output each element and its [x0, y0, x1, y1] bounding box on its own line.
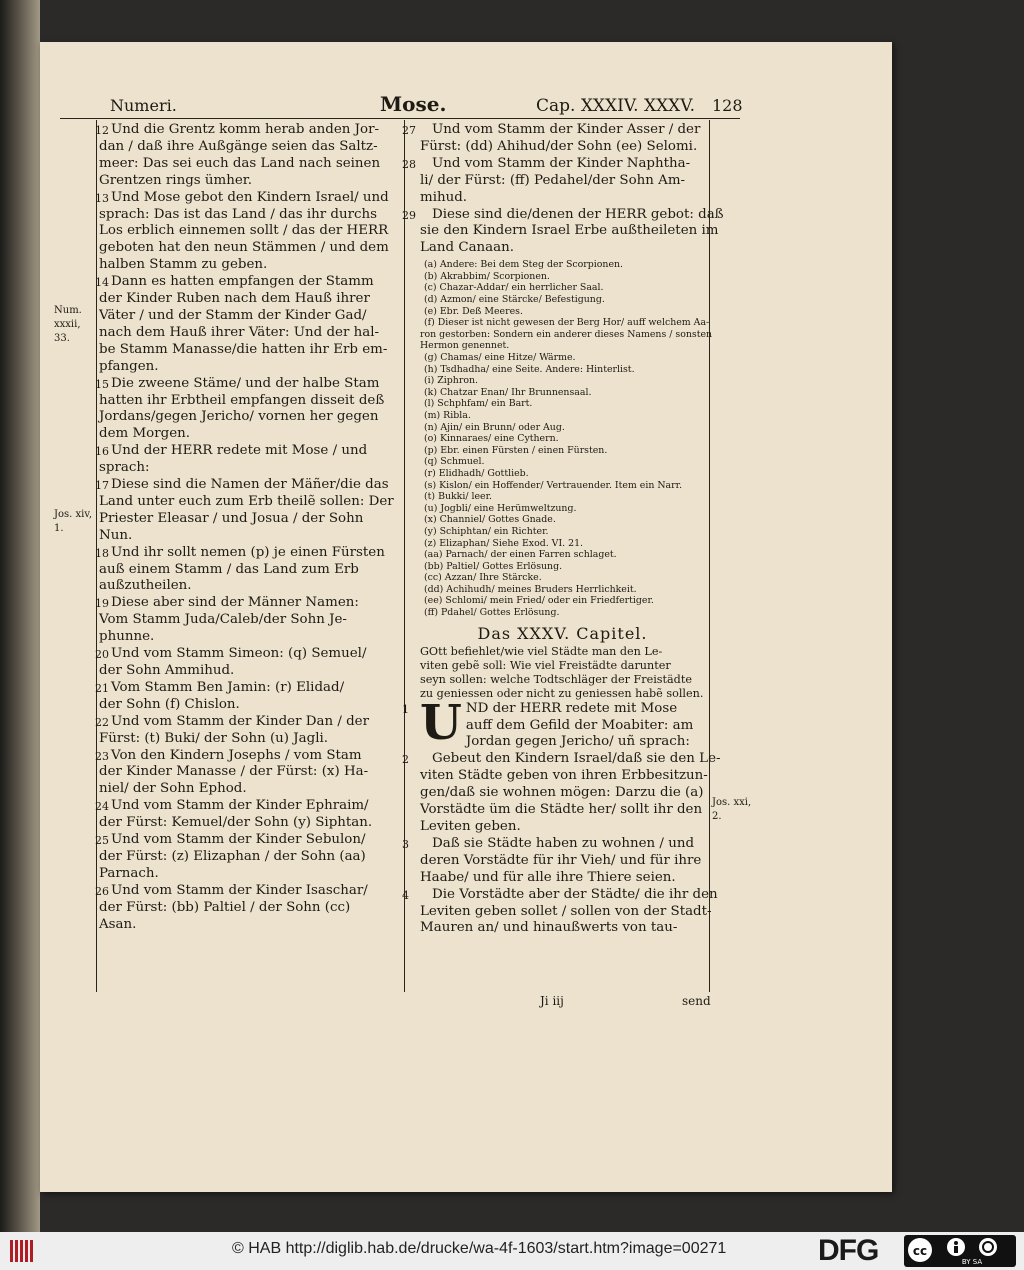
summary-line: GOtt befiehlet/wie viel Städte man den Le-: [420, 644, 663, 658]
verse-line: Und die Grentz komm herab anden Jor-: [111, 122, 380, 137]
verse-line: der Kinder Ruben nach dem Hauß ihrer: [99, 291, 370, 307]
verse: [95, 122, 399, 190]
verse-number: 23: [95, 749, 109, 763]
verse-number: 20: [95, 648, 109, 662]
drop-cap: U: [420, 694, 462, 751]
license-text: BY SA: [961, 1258, 983, 1266]
catchword-right: send: [682, 994, 711, 1008]
catchword-left: Ji iij: [540, 994, 564, 1008]
verse-line: Und vom Stamm der Kinder Asser / der: [432, 122, 701, 137]
verse-line: Gebeut den Kindern Israel/daß sie den Le-: [432, 751, 721, 767]
header-book: Numeri.: [110, 96, 177, 115]
verse: [402, 206, 724, 258]
verse-line: Leviten geben.: [420, 819, 521, 834]
footnote: (a) Andere: Bei dem Steg der Scorpionen.: [424, 259, 624, 271]
verse-line: nach dem Hauß ihrer Väter: Und der hal-: [99, 324, 380, 340]
footnote: (s) Kislon/ ein Hoffender/ Vertrauender. Item ein Narr.: [424, 479, 683, 491]
verse-line: mihud.: [420, 189, 468, 205]
verse-line: Und vom Stamm der Kinder Isaschar/: [111, 882, 368, 898]
footnote: (ee) Schlomi/ mein Fried/ oder ein Friedfertiger.: [424, 595, 654, 607]
verse-line: sprach:: [99, 460, 150, 476]
verse-number: 12: [95, 124, 109, 137]
verse-line: viten Städte geben von ihren Erbbesitzun-: [420, 768, 708, 784]
verse-number: 19: [95, 597, 109, 611]
verse-line: gen/daß sie wohnen mögen: Darzu die (a): [420, 785, 704, 801]
header-folio: 128: [712, 96, 743, 115]
verse-line: Vom Stamm Ben Jamin: (r) Elidad/: [111, 679, 345, 695]
verse: [402, 751, 721, 836]
verse-line: Land unter euch zum Erb theilẽ sollen: Der: [99, 493, 394, 509]
verse: [95, 882, 399, 934]
margin-line: Jos. xiv,: [54, 509, 92, 520]
footnote: (g) Chamas/ eine Hitze/ Wärme.: [424, 352, 576, 363]
margin-line: 2.: [712, 811, 722, 822]
footnote: (aa) Parnach/ der einen Farren schlaget.: [424, 549, 617, 561]
verse-number: 4: [402, 888, 409, 902]
margin-note-num: [54, 304, 82, 346]
footnote: (k) Chatzar Enan/ Ihr Brunnensaal.: [424, 386, 592, 398]
footnote: (u) Jogbli/ eine Herümweltzung.: [424, 502, 577, 514]
footnote: (i) Ziphron.: [424, 375, 478, 387]
right-column: [402, 122, 724, 937]
right-verses: [402, 122, 724, 257]
verse-line: Diese sind die/denen der HERR gebot: daß: [432, 206, 724, 222]
verse-line: phunne.: [99, 629, 155, 645]
verse: [402, 122, 705, 156]
cc-license-icon[interactable]: [904, 1235, 1016, 1267]
verse-line: Die zweene Stäme/ und der halbe Stam: [111, 375, 380, 391]
verse-line: Vorstädte üm die Städte her/ sollt ihr den: [420, 802, 703, 818]
verse-line: Asan.: [99, 916, 137, 932]
verse: [95, 375, 399, 444]
verse-line: Und der HERR redete mit Mose / und: [111, 443, 368, 459]
margin-note-jos21: [712, 796, 751, 824]
verse-number: 22: [95, 715, 109, 729]
verse-line: der Kinder Manasse / der Fürst: (x) Ha-: [99, 764, 369, 780]
footnote: (cc) Azzan/ Ihre Stärcke.: [424, 572, 542, 584]
viewer-footer: [0, 1232, 1024, 1270]
verse-line: Und vom Stamm der Kinder Ephraim/: [111, 798, 369, 814]
verse-number: 26: [95, 884, 109, 898]
verse-line: Diese aber sind der Männer Namen:: [111, 595, 359, 611]
verse-line: be Stamm Manasse/die hatten ihr Erb em-: [99, 341, 388, 357]
verse: [95, 646, 399, 680]
verse-line: niel/ der Sohn Ephod.: [99, 781, 247, 797]
verse-line: Die Vorstädte aber der Städte/ die ihr den: [432, 886, 718, 902]
summary-line: zu geniessen oder nicht zu geniessen habẽ sollen.: [420, 686, 704, 700]
verse-line: Väter / und der Stamm der Kinder Gad/: [99, 307, 367, 323]
verse: [95, 544, 399, 596]
verse-line: Leviten geben sollet / sollen von der Stadt-: [420, 903, 712, 919]
verse-line: Parnach.: [99, 865, 159, 881]
footnote: (h) Tsdhadha/ eine Seite. Andere: Hinterlist.: [424, 363, 635, 375]
verse-line: der Sohn Ammihud.: [99, 663, 235, 678]
verse-line: der Fürst: (z) Elizaphan / der Sohn (aa): [99, 848, 366, 864]
column-rule: [404, 120, 405, 992]
footnote: (b) Akrabbim/ Scorpionen.: [424, 270, 550, 282]
footnote: (t) Bukki/ leer.: [424, 491, 493, 503]
verse-line: Fürst: (t) Buki/ der Sohn (u) Jagli.: [99, 730, 329, 746]
footnote: (z) Elizaphan/ Siehe Exod. VI. 21.: [424, 537, 584, 549]
verse-number: 13: [95, 191, 109, 205]
summary-line: seyn sollen: welche Todtschläger der Freistädte: [420, 672, 692, 686]
verse-line: der Fürst: (bb) Paltiel / der Sohn (cc): [99, 899, 351, 915]
verse-number: 3: [402, 837, 409, 851]
book-gutter: [0, 0, 40, 1232]
verse-line: sie den Kindern Israel Erbe außtheileten im: [420, 223, 719, 239]
verse-line: der Fürst: Kemuel/der Sohn (y) Siphtan.: [99, 815, 373, 831]
verse-line: Und vom Stamm der Kinder Naphtha-: [432, 155, 691, 171]
verse-line: sprach: Das ist das Land / das ihr durchs: [99, 206, 377, 222]
verse-line: ND der HERR redete mit Mose: [465, 700, 678, 716]
verse-number: 28: [402, 157, 416, 171]
verse: [95, 477, 399, 545]
verse-line: Mauren an/ und hinaußwerts von tau-: [420, 920, 678, 936]
header-title: Mose.: [380, 92, 447, 116]
footnote: Hermon genennet.: [420, 340, 510, 352]
footnote: (m) Ribla.: [424, 409, 471, 421]
footnote: ron gestorben: Sondern ein anderer dieses Namens / sonsten: [420, 328, 713, 340]
verse-line: Land Canaan.: [420, 240, 515, 256]
verse-number: 17: [95, 479, 109, 493]
verse-number: 21: [95, 681, 109, 695]
verse-number: 15: [95, 377, 109, 391]
verse-line: auß einem Stamm / das Land zum Erb: [99, 561, 359, 577]
chapter-title: Das XXXV. Capitel.: [477, 623, 648, 643]
verse-line: Und Mose gebot den Kindern Israel/ und: [111, 189, 389, 205]
footnote: (f) Dieser ist nicht gewesen der Berg Hor/ auff welchem Aa-: [424, 317, 710, 329]
verse-number: 14: [95, 276, 109, 290]
verse: [402, 694, 705, 752]
verse-line: Haabe/ und für alle ihre Thiere seien.: [420, 869, 676, 885]
verse: [95, 189, 399, 275]
verse: [402, 886, 718, 938]
verse-number: 27: [402, 124, 416, 137]
verse-number: 18: [95, 546, 109, 560]
verse-line: Nun.: [99, 527, 133, 543]
margin-line: Jos. xxi,: [712, 797, 752, 808]
verse-line: hatten ihr Erbtheil empfangen disseit deß: [99, 392, 385, 408]
summary-line: viten gebẽ soll: Wie viel Freistädte darunter: [420, 658, 671, 672]
header-chapter: Cap. XXXIV. XXXV.: [536, 96, 695, 116]
margin-line: xxxii,: [54, 319, 81, 330]
verse-number: 29: [402, 208, 416, 222]
copyright-link[interactable]: © HAB http://diglib.hab.de/drucke/wa-4f-1603/start.htm?image=00271: [232, 1240, 727, 1257]
verse: [402, 155, 705, 207]
footnote: (c) Chazar-Addar/ ein herrlicher Saal.: [424, 282, 604, 294]
hab-logo-icon: [8, 1236, 38, 1266]
verse-line: Los erblich einnemen sollt / das der HERR: [99, 223, 389, 239]
verse: [95, 274, 399, 375]
verse-line: Dann es hatten empfangen der Stamm: [111, 274, 374, 290]
verse-line: dan / daß ihre Außgänge seien das Saltz-: [99, 138, 378, 154]
chapter-summary: [420, 645, 705, 701]
footnotes: [420, 259, 713, 619]
verse: [95, 679, 399, 714]
verse-line: Fürst: (dd) Ahihud/der Sohn (ee) Selomi.: [420, 138, 698, 154]
verse-line: Priester Eleasar / und Josua / der Sohn: [99, 510, 364, 526]
verse-line: li/ der Fürst: (ff) Pedahel/der Sohn Am-: [420, 172, 686, 188]
verse-line: Und ihr sollt nemen (p) je einen Fürsten: [111, 544, 385, 560]
verse-line: Jordan gegen Jericho/ uñ sprach:: [465, 734, 690, 750]
verse-line: geboten hat den neun Stämmen / und dem: [99, 240, 389, 256]
footnote: (ff) Pdahel/ Gottes Erlösung.: [424, 607, 560, 619]
verse-line: außzutheilen.: [99, 578, 192, 594]
verse-line: Und vom Stamm Simeon: (q) Semuel/: [111, 646, 367, 662]
footnote: (y) Schiphtan/ ein Richter.: [424, 525, 549, 537]
verse-line: Und vom Stamm der Kinder Sebulon/: [111, 832, 366, 848]
verse-line: Vom Stamm Juda/Caleb/der Sohn Je-: [99, 612, 347, 628]
verse-number: 24: [95, 800, 109, 814]
footnote: (o) Kinnaraes/ eine Cythern.: [424, 433, 559, 445]
margin-line: Num.: [54, 305, 82, 316]
margin-line: 33.: [54, 333, 70, 344]
margin-note-jos14: [54, 508, 92, 536]
verse: [95, 713, 399, 748]
verse-line: Grentzen rings ümher.: [99, 172, 252, 188]
verse-line: Daß sie Städte haben zu wohnen / und: [432, 835, 695, 851]
verse-number: 1: [402, 702, 409, 716]
footnote: (e) Ebr. Deß Meeres.: [424, 305, 523, 317]
verse: [95, 798, 399, 832]
verse: [95, 747, 399, 799]
verse-line: deren Vorstädte für ihr Vieh/ und für ihre: [420, 852, 702, 868]
footnote: (r) Elidhadh/ Gottlieb.: [424, 467, 529, 479]
footnote: (bb) Paltiel/ Gottes Erlösung.: [424, 560, 563, 572]
verse-line: Und vom Stamm der Kinder Dan / der: [111, 713, 369, 729]
verse-line: dem Morgen.: [99, 426, 191, 442]
footnote: (x) Channiel/ Gottes Gnade.: [424, 514, 556, 526]
verse-line: Von den Kindern Josephs / vom Stam: [111, 747, 362, 763]
verse-line: pfangen.: [99, 358, 159, 374]
verse-line: auff dem Gefild der Moabiter: am: [465, 717, 694, 733]
footnote: (l) Schphfam/ ein Bart.: [424, 398, 533, 410]
verse: [402, 835, 705, 887]
chapter-verses: [402, 694, 721, 938]
verse: [95, 443, 399, 477]
verse-line: Jordans/gegen Jericho/ vornen her gegen: [99, 409, 379, 425]
verse: [95, 832, 399, 883]
verse: [95, 595, 399, 646]
footnote: (dd) Achihudh/ meines Bruders Herrlichkeit.: [424, 583, 637, 595]
verse-line: halben Stamm zu geben.: [99, 257, 268, 273]
verse-number: 16: [95, 445, 109, 459]
svg-text:cc: cc: [912, 1244, 928, 1258]
left-column: [95, 122, 399, 934]
footnote: (p) Ebr. einen Fürsten / einen Fürsten.: [424, 444, 608, 456]
footnote: (d) Azmon/ eine Stärcke/ Befestigung.: [424, 294, 605, 306]
verse-line: meer: Das sei euch das Land nach seinen: [99, 155, 381, 171]
verse-number: 25: [95, 834, 109, 848]
margin-line: 1.: [54, 523, 64, 534]
footnote: (q) Schmuel.: [424, 456, 485, 468]
verse-number: 2: [402, 753, 409, 767]
verse-line: der Sohn (f) Chislon.: [99, 696, 240, 712]
dfg-logo: DFG: [818, 1234, 879, 1267]
verse-line: Diese sind die Namen der Mäñer/die das: [111, 477, 389, 493]
footnote: (n) Ajin/ ein Brunn/ oder Aug.: [424, 421, 565, 433]
